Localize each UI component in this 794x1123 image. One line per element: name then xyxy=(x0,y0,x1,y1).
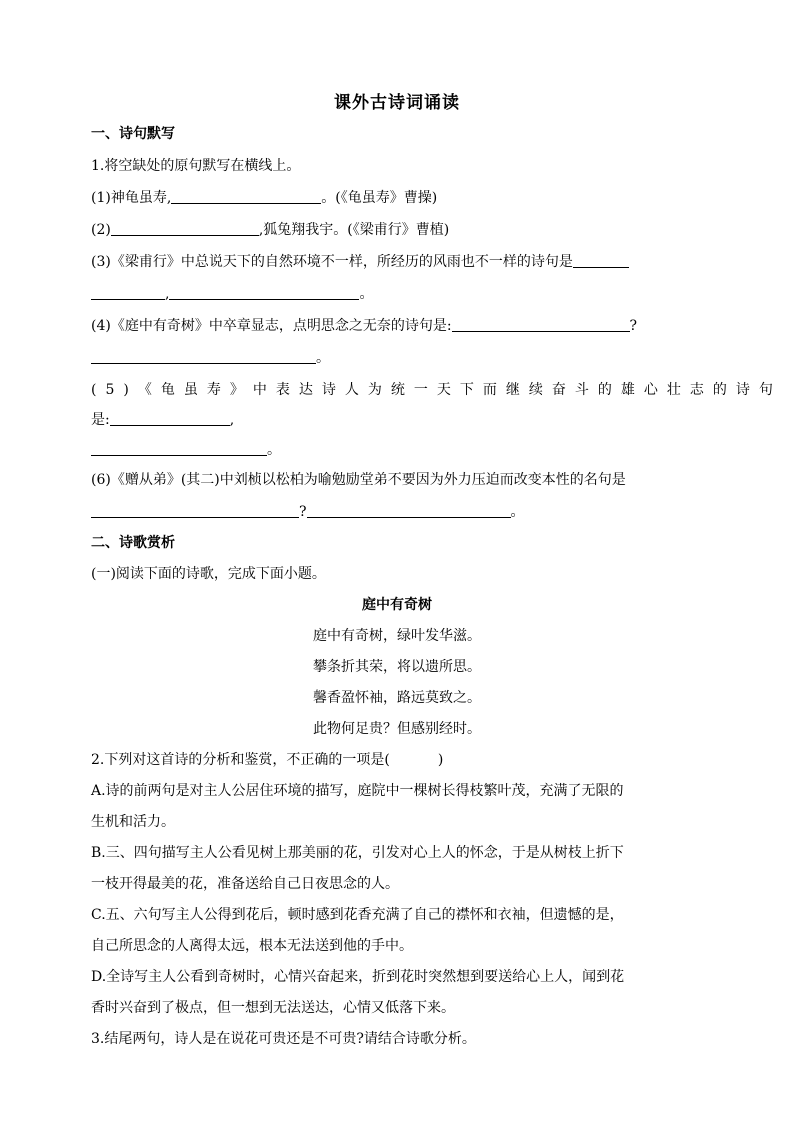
question-2-text: 2.下列对这首诗的分析和鉴赏，不正确的一项是( xyxy=(91,752,390,768)
option-d-continued: 香时兴奋到了极点，但一想到无法送达，心情又低落下来。 xyxy=(91,1000,455,1016)
item-1-prefix: (1)神龟虽寿, xyxy=(91,190,172,206)
item-6-continued xyxy=(91,502,525,522)
option-d: D.全诗写主人公看到奇树时，心情兴奋起来，折到花时突然想到要送给心上人，闻到花 xyxy=(91,969,625,985)
item-2 xyxy=(91,220,449,240)
item-6-question-mark: ? xyxy=(299,504,307,520)
option-c: C.五、六句写主人公得到花后，顿时感到花香充满了自己的襟怀和衣袖，但遗憾的是， xyxy=(91,907,624,923)
item-3-end: 。 xyxy=(359,286,374,302)
item-5-text: (5)《龟虽寿》中表达诗人为统一天下而继续奋斗的雄心壮志的诗句 xyxy=(91,382,782,398)
option-a-continued: 生机和活力。 xyxy=(91,814,175,830)
question-2-stem xyxy=(91,750,443,770)
question-3-stem: 3.结尾两句，诗人是在说花可贵还是不可贵?请结合诗歌分析。 xyxy=(91,1031,476,1047)
item-5-prefix: 是: xyxy=(91,412,110,428)
poem-line: 馨香盈怀袖，路远莫致之。 xyxy=(313,690,481,706)
item-4-question-mark: ? xyxy=(629,318,638,334)
answer-blank[interactable] xyxy=(171,188,321,204)
item-5-final xyxy=(91,440,281,460)
item-3-comma: , xyxy=(165,286,170,302)
item-1-suffix: 。(《龟虽寿》曹操) xyxy=(321,190,438,206)
poem-line: 此物何足贵？但感别经时。 xyxy=(313,721,481,737)
item-6 xyxy=(91,470,626,490)
answer-blank[interactable] xyxy=(91,502,299,518)
item-4-continued xyxy=(91,348,330,368)
poem-line: 庭中有奇树，绿叶发华滋。 xyxy=(313,628,481,644)
answer-blank[interactable] xyxy=(91,440,267,456)
item-5-end: 。 xyxy=(267,442,281,458)
item-5-comma: , xyxy=(229,412,235,428)
item-3-continued xyxy=(91,284,373,304)
question-1-stem: 1.将空缺处的原句默写在横线上。 xyxy=(91,158,301,174)
item-6-text: (6)《赠从弟》(其二)中刘桢以松柏为喻勉励堂弟不要因为外力压迫而改变本性的名句是 xyxy=(91,472,626,488)
item-6-end: 。 xyxy=(510,504,525,520)
answer-blank[interactable] xyxy=(169,284,359,300)
item-4-end: 。 xyxy=(316,350,330,366)
answer-blank[interactable] xyxy=(452,316,630,332)
answer-blank[interactable] xyxy=(91,284,165,300)
option-a: A.诗的前两句是对主人公居住环境的描写，庭院中一棵树长得枝繁叶茂，充满了无限的 xyxy=(91,783,624,799)
item-4 xyxy=(91,316,637,336)
item-2-suffix: ,狐兔翔我宇。(《梁甫行》曹植) xyxy=(258,222,450,238)
item-4-text: (4)《庭中有奇树》中卒章显志，点明思念之无奈的诗句是: xyxy=(91,318,452,334)
answer-blank[interactable] xyxy=(307,502,511,518)
poem-line: 攀条折其荣，将以遗所思。 xyxy=(313,659,481,675)
item-5 xyxy=(91,380,782,400)
item-5-continued xyxy=(91,410,234,430)
option-c-continued: 自己所思念的人离得太远，根本无法送到他的手中。 xyxy=(91,938,413,954)
answer-blank[interactable] xyxy=(110,410,230,426)
item-1 xyxy=(91,188,437,208)
poem-title: 庭中有奇树 xyxy=(362,597,432,613)
answer-blank[interactable] xyxy=(111,220,259,236)
question-2-close-paren: ) xyxy=(437,752,444,768)
section-1-heading: 一、诗句默写 xyxy=(91,126,175,142)
item-3-text: (3)《梁甫行》中总说天下的自然环境不一样，所经历的风雨也不一样的诗句是 xyxy=(91,254,573,270)
option-b: B.三、四句描写主人公看见树上那美丽的花，引发对心上人的怀念，于是从树枝上折下 xyxy=(91,845,624,861)
section-2-heading: 二、诗歌赏析 xyxy=(91,535,175,551)
item-3 xyxy=(91,252,629,272)
answer-blank[interactable] xyxy=(91,348,316,364)
item-2-prefix: (2) xyxy=(91,222,111,238)
answer-blank[interactable] xyxy=(573,252,629,268)
option-b-continued: 一枝开得最美的花，准备送给自己日夜思念的人。 xyxy=(91,876,399,892)
reading-instruction: (一)阅读下面的诗歌，完成下面小题。 xyxy=(91,566,326,582)
page-title: 课外古诗词诵读 xyxy=(334,93,460,113)
